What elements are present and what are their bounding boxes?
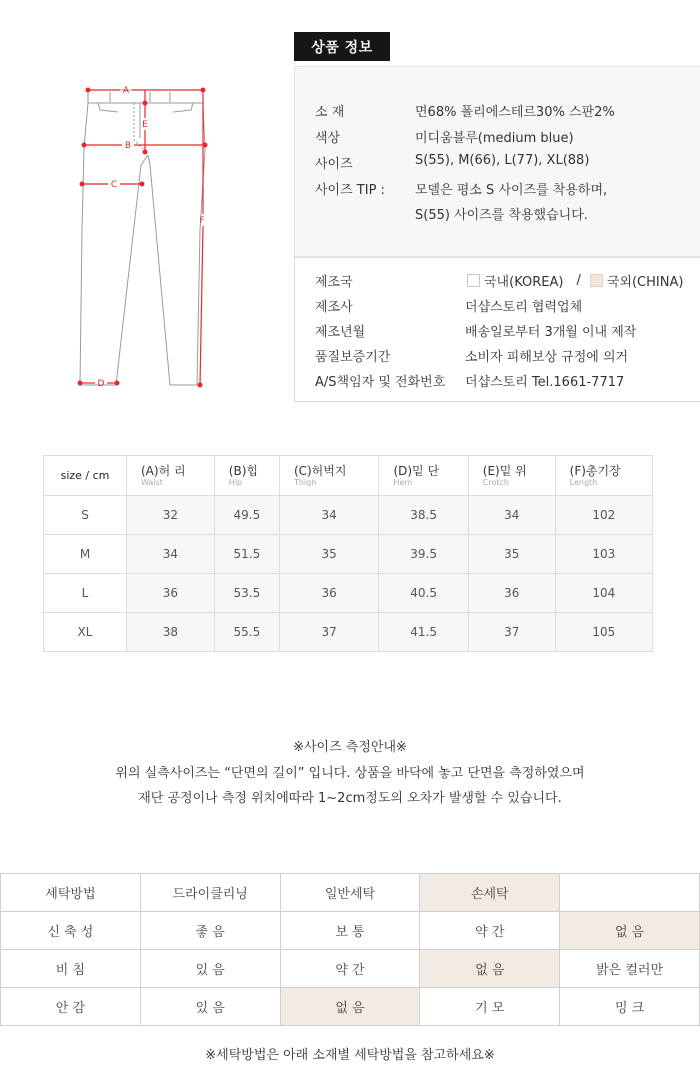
label-b: B [124, 141, 132, 151]
size-cell: 36 [468, 574, 555, 613]
measure-note-line1: 위의 실측사이즈는 “단면의 길이” 입니다. 상품을 바닥에 놓고 단면을 측정하였으며 [115, 766, 585, 781]
care-cell-selected: 손세탁 [420, 874, 560, 912]
size-cell: 32 [127, 496, 215, 535]
care-cell: 밝은 컬러만 [560, 950, 700, 988]
label-f: F [199, 216, 205, 226]
info-label-size: 사이즈 [315, 157, 353, 172]
info-value-size-tip: 모델은 평소 S 사이즈를 착용하며, [415, 183, 608, 198]
table-row [44, 574, 653, 613]
origin-options [467, 271, 683, 290]
care-cell: 비 침 [1, 950, 141, 988]
measure-note-line2: 재단 공정이나 측정 위치에따라 1~2cm정도의 오차가 발생할 수 있습니다. [138, 791, 562, 806]
info-value-color: 미디움블루(medium blue) [415, 131, 574, 146]
care-cell: 세탁방법 [1, 874, 141, 912]
origin-china-checkbox[interactable] [590, 274, 603, 287]
product-info-title: 상품 정보 [294, 32, 390, 61]
product-info-box [294, 66, 700, 257]
info-value-size: S(55), M(66), L(77), XL(88) [415, 153, 590, 168]
size-label: XL [44, 613, 127, 652]
size-label: M [44, 535, 127, 574]
table-row [44, 496, 653, 535]
col-crotch: (E)밑 위 Crotch [468, 456, 555, 496]
info-label-date: 제조년월 [315, 325, 366, 340]
care-cell: 보 통 [280, 912, 420, 950]
info-value-warranty: 소비자 피해보상 규정에 의거 [465, 350, 629, 365]
care-cell: 약 간 [280, 950, 420, 988]
label-c: C [110, 180, 118, 190]
measure-points [78, 88, 208, 388]
size-cell: 49.5 [214, 496, 279, 535]
size-cell: 38 [127, 613, 215, 652]
info-value-size-tip-2: S(55) 사이즈를 착용했습니다. [415, 208, 588, 223]
care-cell: 밍 크 [560, 988, 700, 1026]
care-table [0, 873, 700, 1026]
label-a: A [122, 86, 130, 96]
size-cell: 35 [468, 535, 555, 574]
care-cell: 드라이클리닝 [140, 874, 280, 912]
info-value-as: 더샵스토리 Tel.1661-7717 [465, 375, 625, 390]
care-cell: 기 모 [420, 988, 560, 1026]
care-cell [560, 874, 700, 912]
info-value-date: 배송일로부터 3개월 이내 제작 [465, 325, 637, 340]
info-label-warranty: 품질보증기간 [315, 350, 391, 365]
care-cell: 신 축 성 [1, 912, 141, 950]
size-cell: 102 [555, 496, 652, 535]
info-label-color: 색상 [315, 131, 341, 146]
col-hem: (D)밑 단 Hem [379, 456, 468, 496]
size-cell: 34 [127, 535, 215, 574]
size-table-header [44, 456, 653, 496]
size-cell: 41.5 [379, 613, 468, 652]
care-cell: 약 간 [420, 912, 560, 950]
care-row-stretch [1, 912, 700, 950]
size-cell: 39.5 [379, 535, 468, 574]
size-cell: 36 [279, 574, 379, 613]
size-cell: 51.5 [214, 535, 279, 574]
pants-measurement-diagram [60, 80, 230, 400]
table-row [44, 613, 653, 652]
label-d: D [97, 379, 105, 389]
size-cell: 34 [279, 496, 379, 535]
size-label: L [44, 574, 127, 613]
size-cell: 37 [279, 613, 379, 652]
origin-slash: / [576, 273, 581, 288]
size-cell: 53.5 [214, 574, 279, 613]
origin-korea-checkbox[interactable] [467, 274, 480, 287]
table-row [44, 535, 653, 574]
care-cell-selected: 없 음 [420, 950, 560, 988]
size-table-corner: size / cm [44, 456, 127, 496]
label-e: E [142, 120, 148, 130]
col-thigh: (C)허벅지 Thigh [279, 456, 379, 496]
size-table [43, 455, 653, 652]
col-length: (F)총기장 Length [555, 456, 652, 496]
size-cell: 55.5 [214, 613, 279, 652]
size-cell: 37 [468, 613, 555, 652]
care-footer-note: ※세탁방법은 아래 소재별 세탁방법을 참고하세요※ [205, 1048, 495, 1063]
origin-china-label: 국외(CHINA) [606, 275, 684, 290]
care-cell: 있 음 [140, 988, 280, 1026]
size-cell: 103 [555, 535, 652, 574]
info-label-material: 소 재 [315, 105, 345, 120]
care-cell: 좋 음 [140, 912, 280, 950]
care-cell-selected: 없 음 [280, 988, 420, 1026]
info-value-maker: 더샵스토리 협력업체 [465, 300, 583, 315]
size-cell: 38.5 [379, 496, 468, 535]
measure-note-title: ※사이즈 측정안내※ [293, 740, 407, 755]
info-label-size-tip: 사이즈 TIP : [315, 183, 385, 198]
measure-lines [80, 90, 205, 385]
origin-korea-label: 국내(KOREA) [484, 275, 564, 290]
size-label: S [44, 496, 127, 535]
info-label-origin: 제조국 [315, 275, 353, 290]
care-cell: 일반세탁 [280, 874, 420, 912]
care-row-wash [1, 874, 700, 912]
pants-outline [80, 90, 205, 385]
size-cell: 104 [555, 574, 652, 613]
care-cell: 안 감 [1, 988, 141, 1026]
care-row-lining [1, 988, 700, 1026]
size-cell: 35 [279, 535, 379, 574]
info-label-maker: 제조사 [315, 300, 353, 315]
care-row-sheer [1, 950, 700, 988]
col-waist: (A)허 리 Waist [127, 456, 215, 496]
size-cell: 34 [468, 496, 555, 535]
col-hip: (B)힙 Hip [214, 456, 279, 496]
size-cell: 40.5 [379, 574, 468, 613]
size-cell: 105 [555, 613, 652, 652]
care-cell-selected: 없 음 [560, 912, 700, 950]
info-label-as: A/S책임자 및 전화번호 [315, 375, 446, 390]
size-cell: 36 [127, 574, 215, 613]
info-value-material: 면68% 폴리에스테르30% 스판2% [415, 105, 615, 120]
manufacture-info-box [294, 257, 700, 402]
care-cell: 있 음 [140, 950, 280, 988]
